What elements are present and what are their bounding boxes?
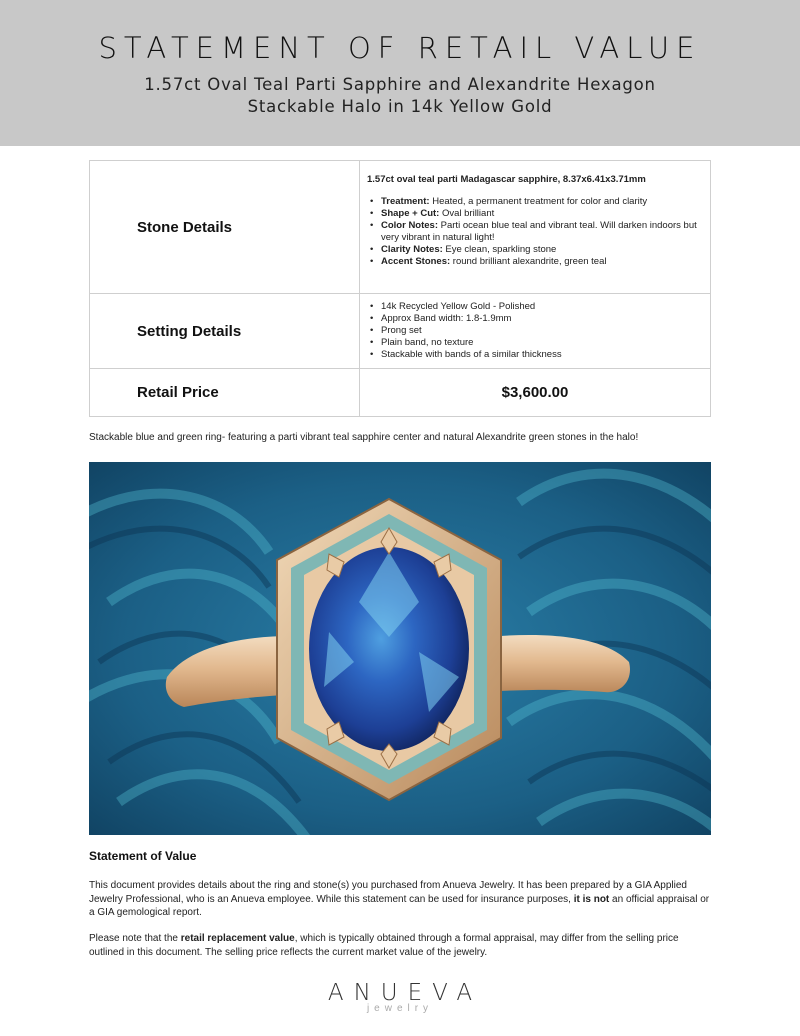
list-item: • Clarity Notes: Eye clean, sparkling stone: [367, 244, 707, 256]
brand-logo: [0, 980, 800, 1014]
retail-price-label: Retail Price: [137, 384, 219, 401]
stone-details-list: [367, 196, 707, 268]
retail-price-row: [90, 369, 710, 417]
stone-details-label-cell: [90, 161, 360, 293]
brand-name: ANUEVA: [327, 980, 483, 1006]
list-item: • Stackable with bands of a similar thickness: [367, 349, 562, 361]
statement-paragraph-2: Please note that the retail replacement value, which is typically obtained through a formal appraisal, may differ from the selling price outlined in this document. The selling price reflects the current market value of the jewelry.: [89, 933, 679, 958]
list-item: • Approx Band width: 1.8-1.9mm: [367, 313, 562, 325]
brand-sub: jewelry: [366, 1003, 434, 1014]
retail-price-label-cell: [90, 369, 360, 417]
product-photo: [89, 462, 711, 835]
list-item: • Shape + Cut: Oval brilliant: [367, 208, 707, 220]
document-title: STATEMENT OF RETAIL VALUE: [98, 31, 702, 65]
stone-details-label: Stone Details: [137, 219, 233, 236]
retail-price-value: $3,600.00: [501, 384, 569, 401]
setting-details-label-cell: [90, 294, 360, 368]
product-description: Stackable blue and green ring- featuring a parti vibrant teal sapphire center and natural Alexandrite green stones in the halo!: [89, 432, 639, 443]
statement-of-value-title: Statement of Value: [89, 849, 197, 863]
stone-details-row: [90, 161, 710, 294]
setting-details-label: Setting Details: [137, 323, 242, 340]
document-header: [0, 0, 800, 146]
details-table: [89, 160, 711, 417]
list-item: • Plain band, no texture: [367, 337, 562, 349]
list-item: • Prong set: [367, 325, 562, 337]
document-subtitle: 1.57ct Oval Teal Parti Sapphire and Alexandrite Hexagon Stackable Halo in 14k Yellow Gold: [144, 75, 656, 116]
list-item: • Treatment: Heated, a permanent treatment for color and clarity: [367, 196, 707, 208]
list-item: • Color Notes: Parti ocean blue teal and vibrant teal. Will darken indoors but very vibrant in natural light!: [367, 220, 707, 244]
list-item: • Accent Stones: round brilliant alexandrite, green teal: [367, 256, 707, 268]
stone-heading: 1.57ct oval teal parti Madagascar sapphire, 8.37x6.41x3.71mm: [367, 174, 646, 185]
setting-details-list: [367, 301, 562, 361]
statement-paragraph-1: This document provides details about the ring and stone(s) you purchased from Anueva Jewelry. It has been prepared by a GIA Applied Jewelry Professional, who is an Anueva employee. While this statement can be used for insurance purposes, it is not an official appraisal or a GIA gemological report.: [89, 880, 710, 918]
list-item: • 14k Recycled Yellow Gold - Polished: [367, 301, 562, 313]
setting-details-row: [90, 294, 710, 369]
